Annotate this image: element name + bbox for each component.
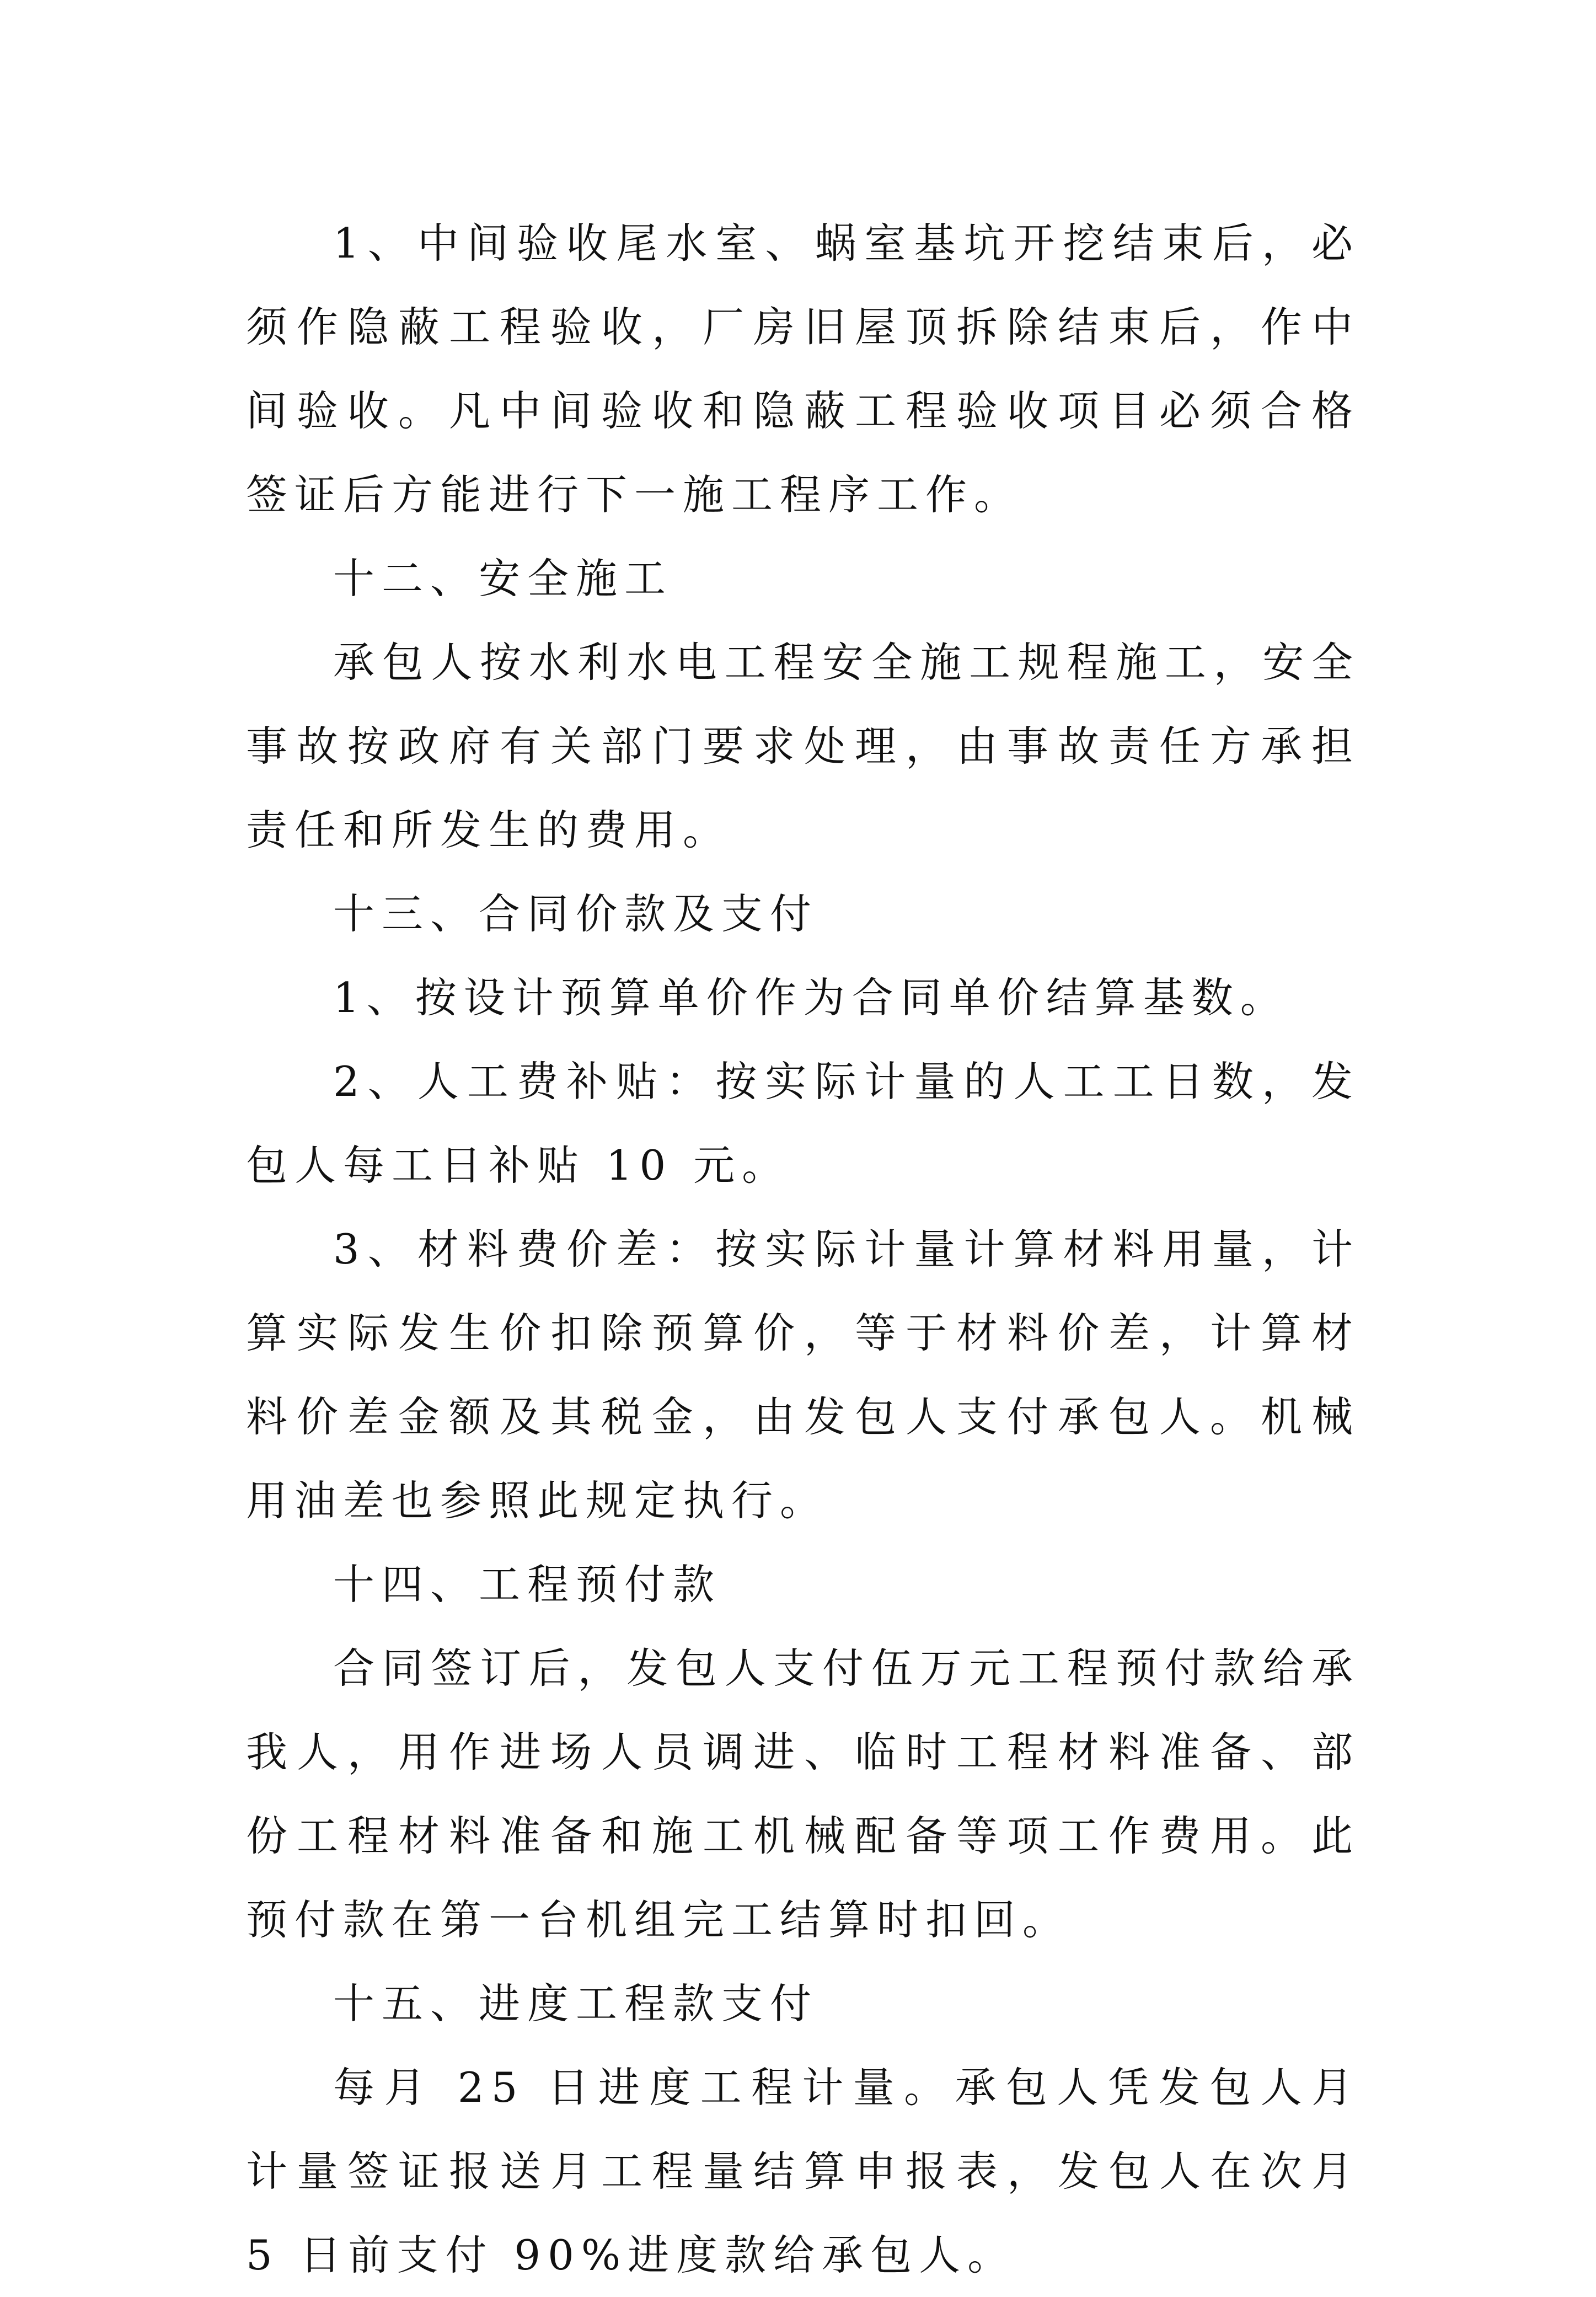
paragraph-labor-subsidy: 2、人工费补贴：按实际计量的人工工日数，发包人每工日补贴 10 元。 xyxy=(246,1057,1360,1190)
heading-safety: 十二、安全施工 xyxy=(333,554,673,603)
heading-progress-payment: 十五、进度工程款支付 xyxy=(333,1979,819,2028)
paragraph-material-difference: 3、材料费价差：按实际计量计算材料用量，计算实际发生价扣除预算价，等于材料价差，计算材料价差金额及其税金，由发包人支付承包人。机械用油差也参照此规定执行。 xyxy=(246,1225,1360,1525)
paragraph-unit-price: 1、按设计预算单价作为合同单价结算基数。 xyxy=(333,973,1289,1022)
paragraph-acceptance: 1、中间验收尾水室、蜗室基坑开挖结束后，必须作隐蔽工程验收，厂房旧屋顶拆除结束后，作中间验收。凡中间验收和隐蔽工程验收项目必须合格签证后方能进行下一施工程序工作。 xyxy=(246,219,1360,519)
paragraph-advance-payment: 合同签订后，发包人支付伍万元工程预付款给承我人，用作进场人员调进、临时工程材料准备、部份工程材料准备和施工机械配备等项工作费用。此预付款在第一台机组完工结算时扣回。 xyxy=(246,1644,1360,1944)
heading-advance-payment: 十四、工程预付款 xyxy=(333,1560,722,1609)
heading-contract-price: 十三、合同价款及支付 xyxy=(333,890,819,938)
document-body xyxy=(246,201,1360,2297)
paragraph-safety: 承包人按水利水电工程安全施工规程施工，安全事故按政府有关部门要求处理，由事故责任方承担责任和所发生的费用。 xyxy=(246,638,1360,854)
paragraph-progress-payment: 每月 25 日进度工程计量。承包人凭发包人月计量签证报送月工程量结算申报表，发包人在次月 5 日前支付 90%进度款给承包人。 xyxy=(246,2063,1360,2279)
